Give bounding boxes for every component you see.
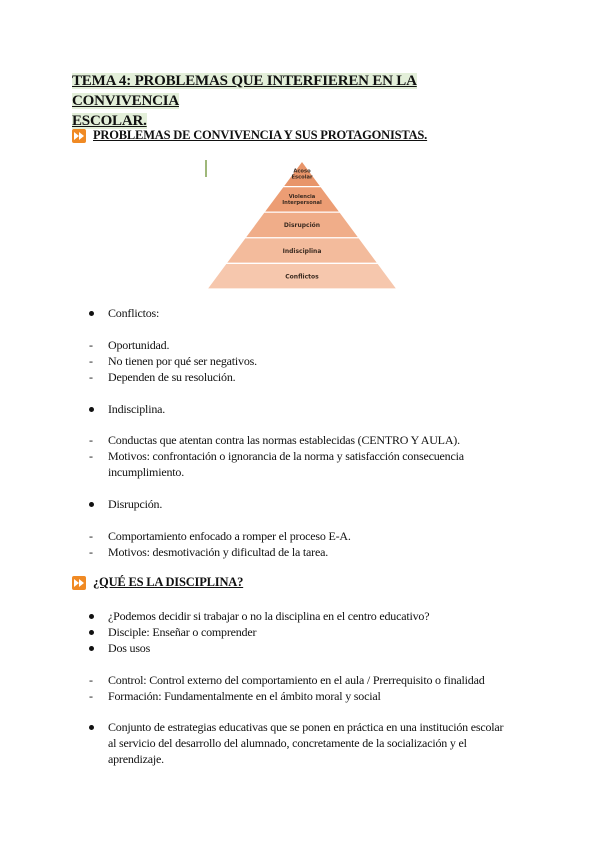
pyramid-diagram xyxy=(207,161,397,289)
continuation-line: incumplimiento. xyxy=(108,465,184,479)
dash-item: - Motivos: confrontación o ignorancia de la norma y satisfacción consecuencia xyxy=(108,448,528,464)
bullet-indisciplina: Indisciplina. xyxy=(108,401,528,417)
pyramid-label-5: Conflictos xyxy=(285,273,319,281)
pyramid-label-2: Violencia Interpersonal xyxy=(282,193,322,206)
dash-item: - Oportunidad. xyxy=(108,337,528,353)
continuation-line: aprendizaje. xyxy=(108,752,164,766)
bullet-conflictos: Conflictos: xyxy=(108,305,528,321)
title-line-2: ESCOLAR. xyxy=(72,113,147,129)
dash-item: - Conductas que atentan contra las normas establecidas (CENTRO Y AULA). xyxy=(108,432,528,448)
pyramid-label-1: Acoso Escolar xyxy=(291,168,313,181)
bullet-item: ¿Podemos decidir si trabajar o no la disciplina en el centro educativo? xyxy=(108,608,528,624)
title-line-1: TEMA 4: PROBLEMAS QUE INTERFIEREN EN LA CONVIVENCIA xyxy=(72,73,417,109)
dash-item: - No tienen por qué ser negativos. xyxy=(108,353,528,369)
bullet-item: Dos usos xyxy=(108,640,528,656)
bullet-item: Disciple: Enseñar o comprender xyxy=(108,624,528,640)
section-heading-text: PROBLEMAS DE CONVIVENCIA Y SUS PROTAGONISTAS. xyxy=(93,128,428,142)
dash-item: - Motivos: desmotivación y dificultad de la tarea. xyxy=(108,544,528,560)
dash-item: - Formación: Fundamentalmente en el ámbito moral y social xyxy=(108,688,528,704)
section-heading-problemas xyxy=(72,128,427,143)
dash-item: - Dependen de su resolución. xyxy=(108,369,528,385)
fast-forward-icon xyxy=(72,576,86,590)
section-heading-disciplina xyxy=(72,575,243,590)
dash-item: - Control: Control externo del comportamiento en el aula / Prerrequisito o finalidad xyxy=(108,672,528,688)
section-heading-text: ¿QUÉ ES LA DISCIPLINA? xyxy=(93,575,244,589)
document-title xyxy=(72,71,512,131)
dash-item: - Comportamiento enfocado a romper el proceso E-A. xyxy=(108,528,528,544)
fast-forward-icon xyxy=(72,129,86,143)
pyramid-label-4: Indisciplina xyxy=(282,247,322,255)
pyramid-label-3: Disrupción xyxy=(283,222,321,230)
bullet-definition: Conjunto de estrategias educativas que se ponen en práctica en una institución escolar xyxy=(108,719,528,735)
continuation-line: al servicio del desarrollo del alumnado, concretamente de la socialización y el xyxy=(108,736,467,750)
bullet-disrupcion: Disrupción. xyxy=(108,496,528,512)
